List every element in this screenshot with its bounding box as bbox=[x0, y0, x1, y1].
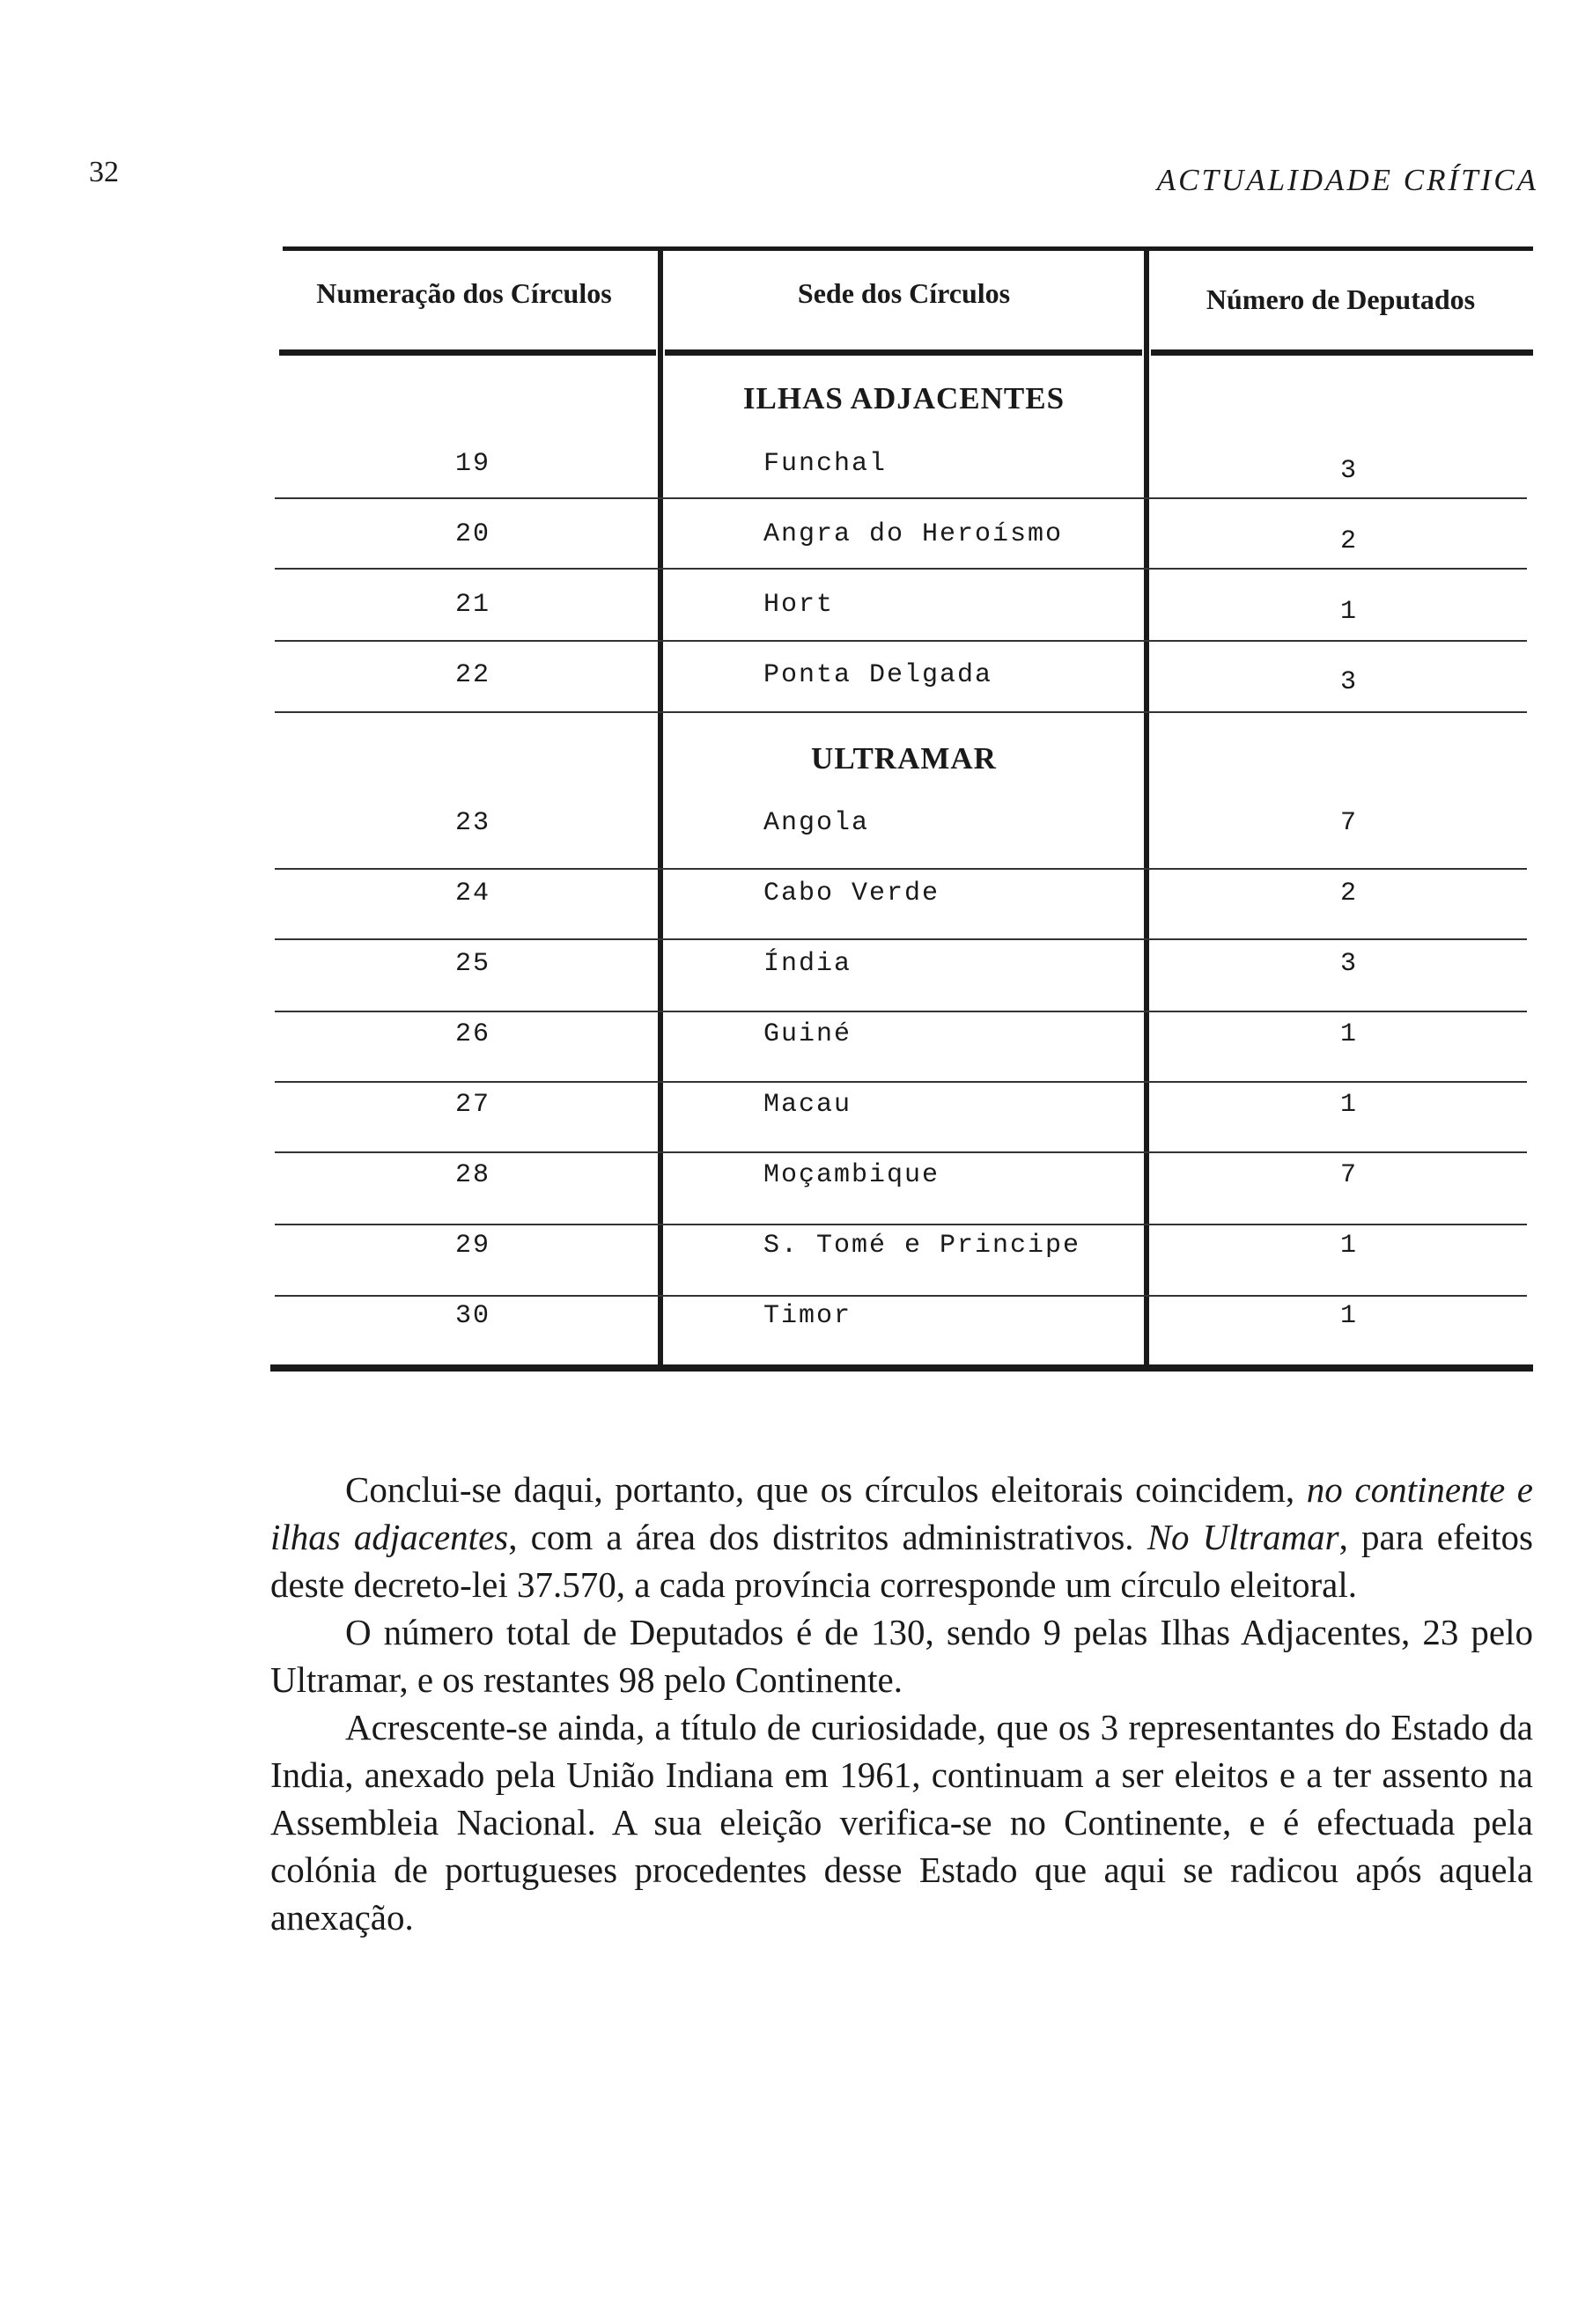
cell-sede: Ponta Delgada bbox=[763, 660, 993, 690]
cell-numero: 30 bbox=[455, 1301, 491, 1331]
cell-sede: Angra do Heroísmo bbox=[763, 519, 1064, 549]
header-rule bbox=[665, 349, 1142, 356]
table-row bbox=[270, 876, 1533, 946]
column-header-deputados: Número de Deputados bbox=[1206, 283, 1476, 315]
table-bottom-rule bbox=[270, 1364, 1533, 1372]
table-row bbox=[270, 446, 1533, 517]
table-row bbox=[270, 1228, 1533, 1298]
header-rule bbox=[1151, 349, 1533, 356]
column-header-numeracao: Numeração dos Círculos bbox=[316, 277, 612, 309]
cell-numero: 21 bbox=[455, 590, 491, 620]
cell-sede: Angola bbox=[763, 808, 870, 838]
row-divider bbox=[275, 497, 1527, 499]
page-number: 32 bbox=[89, 156, 119, 188]
row-divider bbox=[275, 1011, 1527, 1012]
cell-deputados: 2 bbox=[1340, 879, 1359, 908]
cell-numero: 26 bbox=[455, 1019, 491, 1049]
cell-sede: Timor bbox=[763, 1301, 852, 1331]
column-header-sede: Sede dos Círculos bbox=[797, 277, 1011, 309]
emphasis-text: No Ultramar bbox=[1147, 1517, 1339, 1557]
cell-numero: 23 bbox=[455, 808, 491, 838]
table-row bbox=[270, 805, 1533, 876]
cell-numero: 19 bbox=[455, 449, 491, 479]
cell-numero: 22 bbox=[455, 660, 491, 690]
cell-numero: 25 bbox=[455, 949, 491, 979]
cell-sede: S. Tomé e Principe bbox=[763, 1231, 1081, 1261]
row-divider bbox=[275, 1081, 1527, 1083]
cell-deputados: 3 bbox=[1340, 667, 1359, 697]
table-row bbox=[270, 1298, 1533, 1369]
cell-sede: Moçambique bbox=[763, 1160, 940, 1190]
running-title: ACTUALIDADE CRÍTICA bbox=[1156, 163, 1538, 197]
row-divider bbox=[275, 938, 1527, 940]
cell-sede: Macau bbox=[763, 1090, 852, 1120]
cell-deputados: 1 bbox=[1340, 1090, 1359, 1120]
cell-deputados: 1 bbox=[1340, 1301, 1359, 1331]
table-row bbox=[270, 658, 1533, 728]
cell-sede: Índia bbox=[763, 949, 852, 979]
row-divider bbox=[275, 711, 1527, 713]
table-row bbox=[270, 587, 1533, 658]
section-title-ultramar: ULTRAMAR bbox=[811, 741, 997, 776]
paragraph: O número total de Deputados é de 130, sendo 9 pelas Ilhas Adjacentes, 23 pelo Ultramar, e os restantes 98 pelo Continente. bbox=[270, 1612, 1533, 1700]
cell-deputados: 1 bbox=[1340, 1019, 1359, 1049]
cell-deputados: 7 bbox=[1340, 808, 1359, 838]
cell-sede: Hort bbox=[763, 590, 835, 620]
cell-deputados: 2 bbox=[1340, 526, 1359, 556]
row-divider bbox=[275, 868, 1527, 870]
section-title-ilhas: ILHAS ADJACENTES bbox=[742, 381, 1066, 416]
paragraph-text: , para efeitos deste decreto-lei 37.570, a cada província corresponde um círculo eleitoral. bbox=[270, 1517, 1533, 1605]
cell-deputados: 3 bbox=[1340, 949, 1359, 979]
cell-deputados: 1 bbox=[1340, 597, 1359, 627]
paragraph-text: , com a área dos distritos administrativos. bbox=[508, 1517, 1147, 1557]
cell-sede: Funchal bbox=[763, 449, 888, 479]
paragraph bbox=[270, 1466, 1533, 1608]
cell-deputados: 1 bbox=[1340, 1231, 1359, 1261]
cell-numero: 29 bbox=[455, 1231, 491, 1261]
table-row bbox=[270, 1087, 1533, 1158]
cell-numero: 27 bbox=[455, 1090, 491, 1120]
table-row bbox=[270, 946, 1533, 1017]
cell-numero: 20 bbox=[455, 519, 491, 549]
header-rule bbox=[279, 349, 656, 356]
cell-deputados: 7 bbox=[1340, 1160, 1359, 1190]
cell-numero: 28 bbox=[455, 1160, 491, 1190]
paragraph: Acrescente-se ainda, a título de curiosidade, que os 3 representantes do Estado da India, anexado pela União Indiana em 1961, continuam a ser eleitos e a ter assento na Assembleia Nacional. A sua eleição verifica-se no Continente, e é efectuada pela colónia de portugueses procedentes desse Estado que aqui se radicou após aquela anexação. bbox=[270, 1707, 1533, 1938]
table-row bbox=[270, 1158, 1533, 1228]
cell-sede: Cabo Verde bbox=[763, 879, 940, 908]
row-divider bbox=[275, 1295, 1527, 1297]
table-row bbox=[270, 1017, 1533, 1087]
table-top-rule bbox=[283, 246, 1533, 251]
table-row bbox=[270, 517, 1533, 587]
cell-numero: 24 bbox=[455, 879, 491, 908]
row-divider bbox=[275, 568, 1527, 570]
cell-sede: Guiné bbox=[763, 1019, 852, 1049]
row-divider bbox=[275, 640, 1527, 642]
cell-deputados: 3 bbox=[1340, 456, 1359, 486]
emphasis-text: no continente e ilhas adjacentes bbox=[270, 1469, 1533, 1557]
row-divider bbox=[275, 1151, 1527, 1153]
paragraph-text: Conclui-se daqui, portanto, que os círculos eleitorais coincidem, bbox=[345, 1469, 1307, 1510]
body-text bbox=[270, 1466, 1533, 1941]
row-divider bbox=[275, 1224, 1527, 1225]
